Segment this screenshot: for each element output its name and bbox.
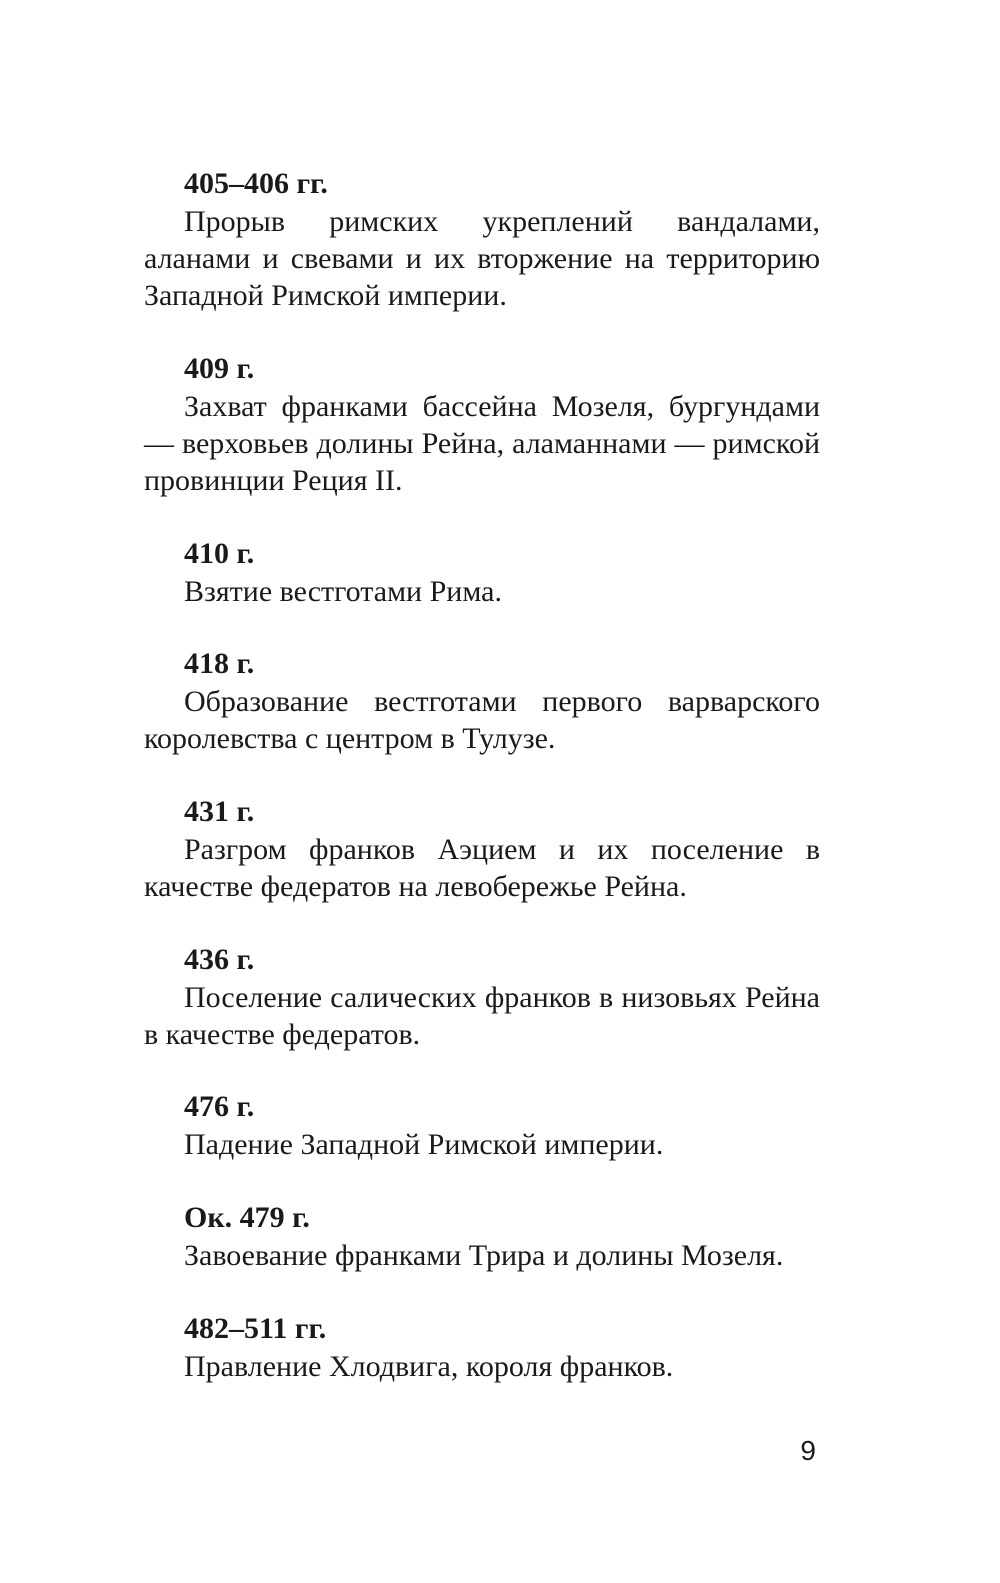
entry-text: Разгром франков Аэцием и их поселение в качестве федератов на левобережье Рейна.: [144, 833, 820, 903]
entry-date: 431 г.: [184, 795, 255, 828]
entry-date: 405–406 гг.: [184, 167, 328, 200]
chronology-entry: [144, 1088, 820, 1163]
entry-date: 476 г.: [184, 1090, 255, 1123]
chronology-entry: [144, 793, 820, 905]
chronology-entry: [144, 1310, 820, 1385]
entry-date: 409 г.: [184, 352, 255, 385]
entry-date: 410 г.: [184, 537, 255, 570]
page-number: 9: [800, 1435, 816, 1466]
chronology-entry: [144, 165, 820, 314]
chronology-entry: [144, 1199, 820, 1274]
chronology-entry: [144, 350, 820, 499]
entry-text: Падение Западной Римской империи.: [184, 1128, 664, 1161]
entry-text: Захват франками бассейна Мозеля, бургундами — верховьев долины Рейна, аламаннами — римской провинции Реция II.: [144, 390, 820, 497]
entry-date: 482–511 гг.: [184, 1312, 327, 1345]
entry-text: Прорыв римских укреплений вандалами, аланами и свевами и их вторжение на территорию Западной Римской империи.: [144, 205, 820, 312]
chronology-entry: [144, 941, 820, 1053]
entry-date: 436 г.: [184, 943, 255, 976]
chronology-entry: [144, 535, 820, 610]
chronology-entry: [144, 645, 820, 757]
entry-text: Образование вестготами первого варварского королевства с центром в Тулузе.: [144, 685, 820, 755]
entry-text: Завоевание франками Трира и долины Мозеля.: [184, 1239, 784, 1272]
entry-text: Поселение салических франков в низовьях Рейна в качестве федератов.: [144, 981, 820, 1051]
entry-text: Взятие вестготами Рима.: [184, 575, 502, 608]
entry-text: Правление Хлодвига, короля франков.: [184, 1350, 674, 1383]
entry-date: 418 г.: [184, 647, 255, 680]
entry-date: Ок. 479 г.: [184, 1201, 310, 1234]
